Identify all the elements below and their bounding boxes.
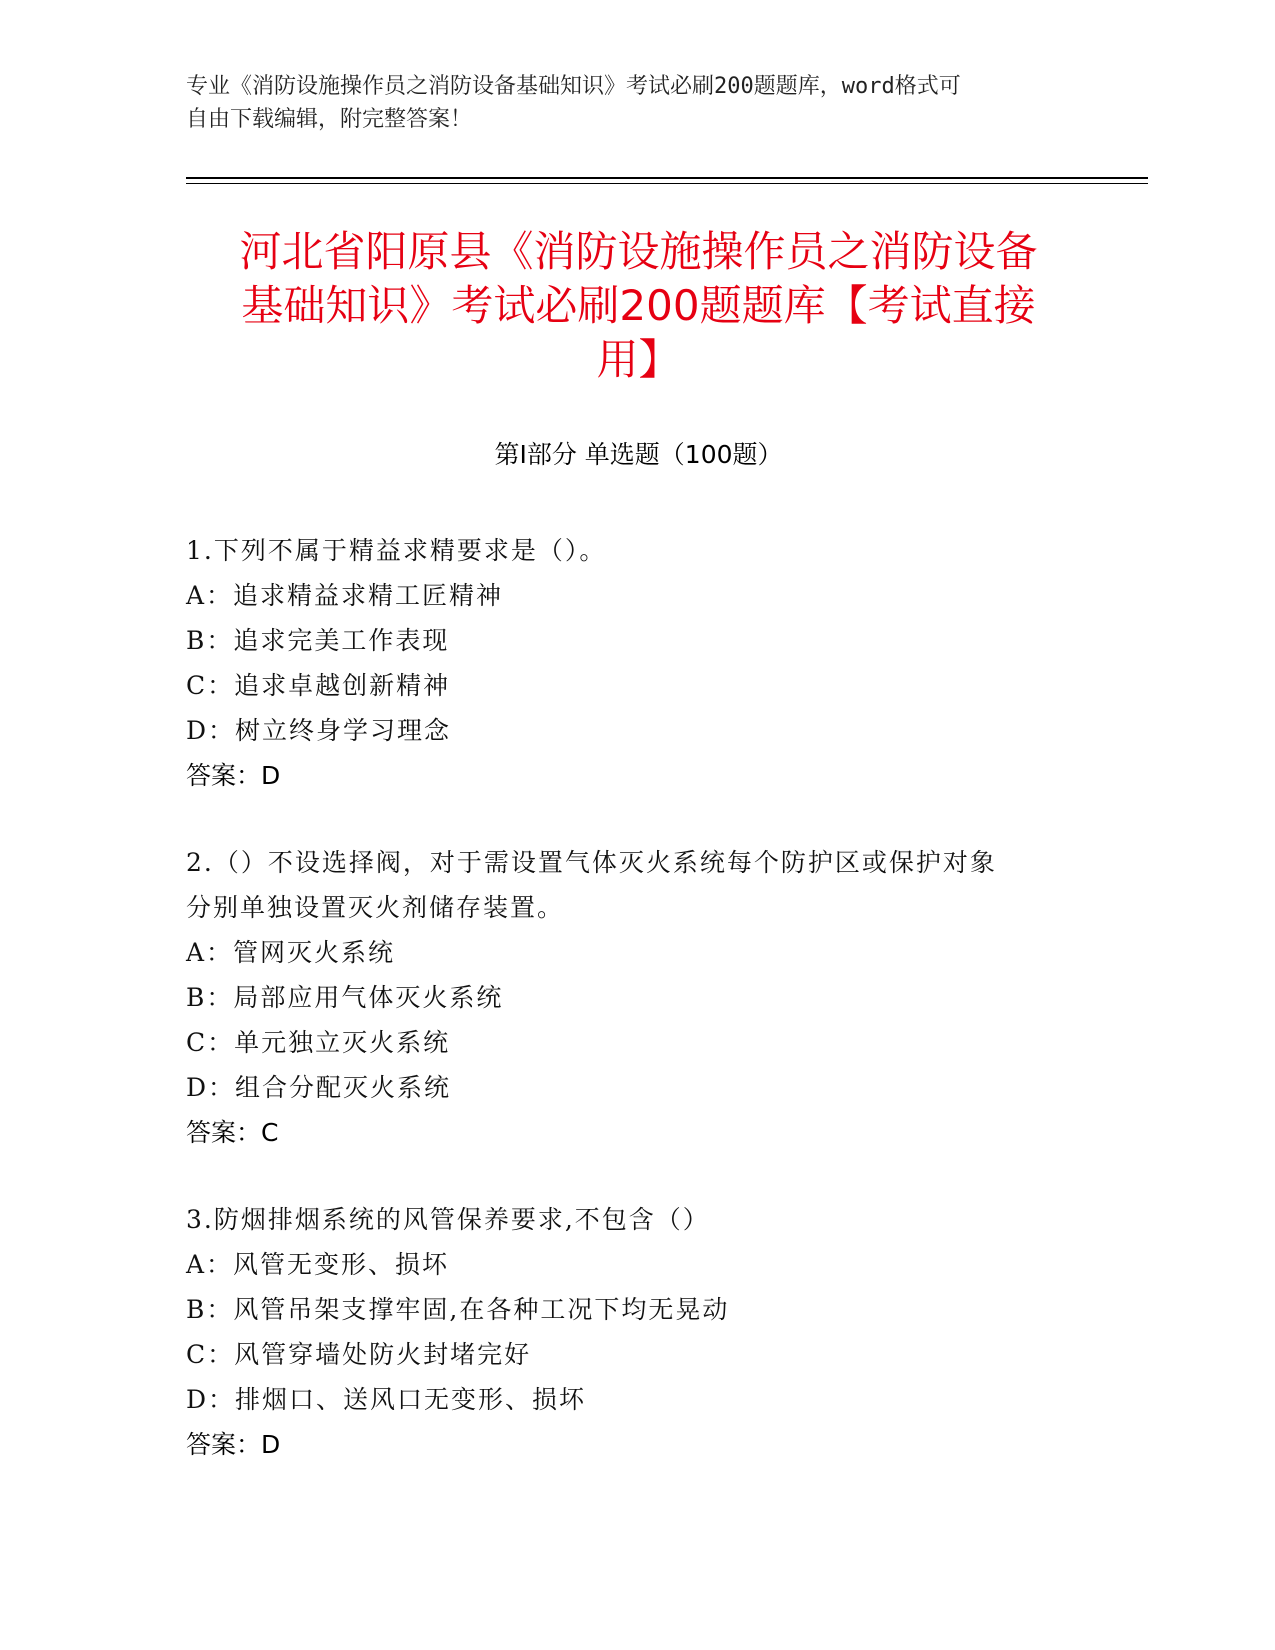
option-d: D：组合分配灭火系统 bbox=[186, 1073, 452, 1102]
option-d: D：树立终身学习理念 bbox=[186, 716, 452, 745]
answer: 答案：C bbox=[186, 1118, 279, 1147]
option-a: A：追求精益求精工匠精神 bbox=[186, 581, 504, 610]
question-text: 3.防烟排烟系统的风管保养要求,不包含（） bbox=[186, 1205, 710, 1234]
option-d: D：排烟口、送风口无变形、损坏 bbox=[186, 1385, 587, 1414]
question-item bbox=[186, 528, 1086, 798]
header-note bbox=[186, 70, 1066, 136]
option-c: C：风管穿墙处防火封堵完好 bbox=[186, 1340, 532, 1369]
option-b: B：追求完美工作表现 bbox=[186, 626, 450, 655]
question-item bbox=[186, 1197, 1086, 1467]
question-list bbox=[186, 528, 1086, 1509]
option-c: C：单元独立灭火系统 bbox=[186, 1028, 451, 1057]
header-note-line: 自由下载编辑，附完整答案！ bbox=[186, 107, 473, 132]
header-divider-thin bbox=[186, 183, 1148, 184]
question-text: 分别单独设置灭火剂储存装置。 bbox=[186, 893, 565, 922]
question-item bbox=[186, 840, 1086, 1155]
option-b: B：局部应用气体灭火系统 bbox=[186, 983, 504, 1012]
question-text: 2.（）不设选择阀，对于需设置气体灭火系统每个防护区或保护对象 bbox=[186, 848, 997, 877]
answer: 答案：D bbox=[186, 1430, 281, 1459]
answer: 答案：D bbox=[186, 761, 281, 790]
document-title bbox=[186, 225, 1091, 387]
option-a: A：风管无变形、损坏 bbox=[186, 1250, 450, 1279]
title-line: 用】 bbox=[596, 335, 681, 384]
question-text: 1.下列不属于精益求精要求是（）。 bbox=[186, 536, 607, 565]
title-line: 基础知识》考试必刷200题题库【考试直接 bbox=[241, 281, 1036, 330]
option-a: A：管网灭火系统 bbox=[186, 938, 396, 967]
option-c: C：追求卓越创新精神 bbox=[186, 671, 451, 700]
option-b: B：风管吊架支撑牢固,在各种工况下均无晃动 bbox=[186, 1295, 730, 1324]
section-heading: 第Ⅰ部分 单选题（100题） bbox=[494, 440, 783, 469]
title-line: 河北省阳原县《消防设施操作员之消防设备 bbox=[239, 227, 1038, 276]
header-divider-thick bbox=[186, 177, 1148, 179]
header-note-line: 专业《消防设施操作员之消防设备基础知识》考试必刷200题题库，word格式可 bbox=[186, 74, 961, 99]
